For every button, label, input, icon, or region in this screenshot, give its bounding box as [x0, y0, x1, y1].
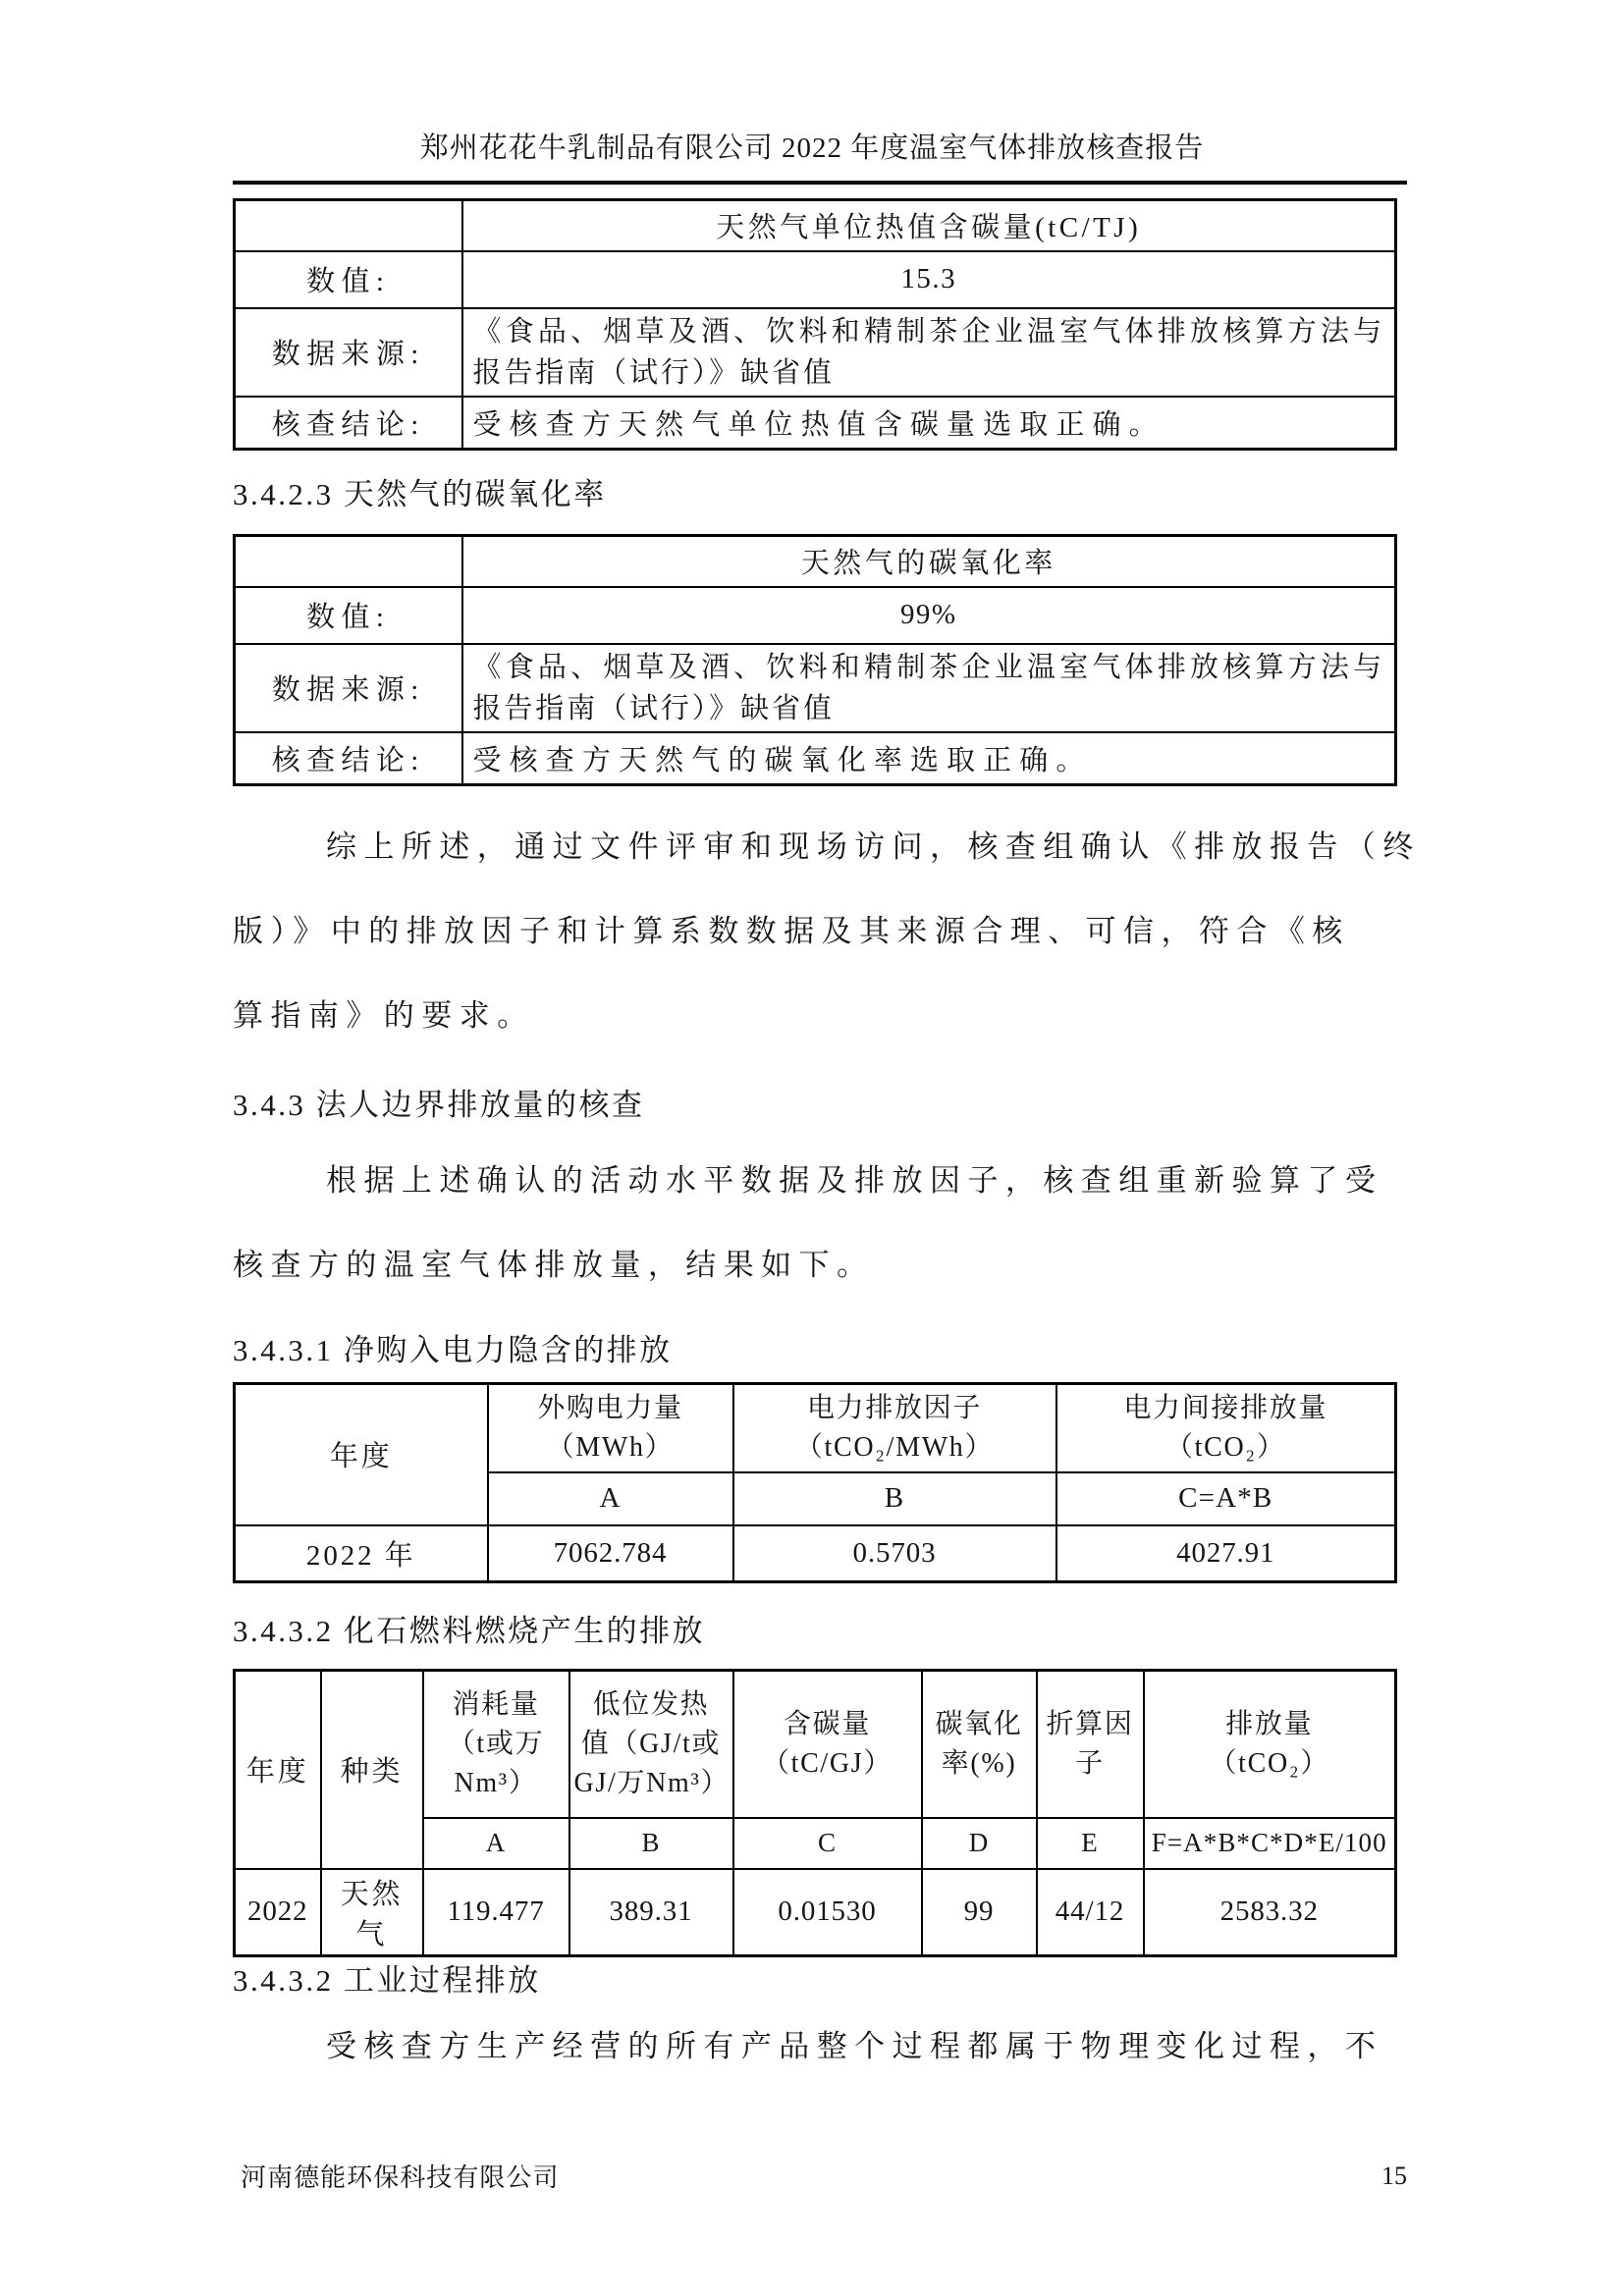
- col-header-line: 值（GJ/t或: [580, 1728, 722, 1759]
- col-header-line: （tCO₂）: [1209, 1747, 1330, 1779]
- section-heading-legal-boundary: 3.4.3 法人边界排放量的核查: [233, 1088, 645, 1122]
- conclusion-label: 核查结论:: [235, 397, 462, 450]
- formula-e: E: [1037, 1818, 1144, 1869]
- col-header-line: 子: [1075, 1747, 1105, 1779]
- col-header-line: 电力排放因子: [806, 1392, 983, 1423]
- page-number: 15: [1381, 2161, 1407, 2190]
- recalculation-paragraph: [233, 1139, 1397, 1308]
- fossil-fuel-emission-table: [233, 1669, 1397, 1957]
- electricity-emission-table: [233, 1382, 1397, 1583]
- oxidation-rate-table: [233, 534, 1397, 786]
- formula-c: C: [733, 1818, 922, 1869]
- table-row: [235, 644, 1396, 732]
- emission-amount-value: 2583.32: [1144, 1869, 1396, 1956]
- conclusion-cell: 受核查方天然气单位热值含碳量选取正确。: [462, 397, 1396, 450]
- col-header-line: 消耗量: [452, 1688, 540, 1720]
- data-row: [235, 1525, 1396, 1582]
- paragraph-line: 根据上述确认的活动水平数据及排放因子，核查组重新验算了受: [326, 1163, 1383, 1198]
- formula-a: A: [423, 1818, 569, 1869]
- footer-company-name: 河南德能环保科技有限公司: [241, 2163, 560, 2192]
- source-cell: [462, 308, 1396, 397]
- source-label: 数据来源:: [235, 644, 462, 732]
- col-header-line: （t或万: [447, 1728, 545, 1759]
- col-header-line: 低位发热: [592, 1688, 710, 1720]
- source-cell: [462, 644, 1396, 732]
- table-row: [235, 536, 1396, 587]
- table-row: [235, 200, 1396, 251]
- col-header-line: 率(%): [941, 1747, 1017, 1779]
- col-header-emission-factor: [733, 1384, 1056, 1472]
- consumption-value: 119.477: [423, 1869, 569, 1956]
- carbon-content-value: 0.01530: [733, 1869, 922, 1956]
- paragraph-line: 核查方的温室气体排放量，结果如下。: [233, 1248, 875, 1282]
- summary-paragraph: [233, 805, 1421, 1058]
- formula-c: C=A*B: [1056, 1472, 1396, 1525]
- table-row: [235, 251, 1396, 308]
- table-header-row: [235, 1671, 1396, 1818]
- value-label: 数值:: [235, 587, 462, 644]
- col-header-line: （tCO₂/MWh）: [794, 1431, 995, 1463]
- section-heading-electricity: 3.4.3.1 净购入电力隐含的排放: [233, 1333, 673, 1367]
- table-row: [235, 308, 1396, 397]
- source-line: 《食品、烟草及酒、饮料和精制茶企业温室气体排放核算方法与: [472, 651, 1384, 683]
- table-row: [235, 587, 1396, 644]
- conclusion-cell: 受核查方天然气的碳氧化率选取正确。: [462, 732, 1396, 785]
- formula-d: D: [922, 1818, 1037, 1869]
- year-header: 年度: [235, 1384, 488, 1525]
- col-header-line: Nm³）: [454, 1767, 538, 1798]
- col-header-line: 含碳量: [783, 1708, 872, 1739]
- paragraph-line: 算指南》的要求。: [233, 998, 535, 1033]
- col-header-line: GJ/万Nm³）: [573, 1767, 731, 1798]
- col-header-line: 折算因: [1046, 1708, 1134, 1739]
- formula-b: B: [733, 1472, 1056, 1525]
- heating-value: 389.31: [569, 1869, 733, 1956]
- type-header: 种类: [321, 1671, 423, 1869]
- carbon-content-table-title: 天然气单位热值含碳量(tC/TJ): [462, 200, 1396, 251]
- conversion-factor-value: 44/12: [1037, 1869, 1144, 1956]
- col-header-heating-value: [569, 1671, 733, 1818]
- value-cell: 15.3: [462, 251, 1396, 308]
- table-row: [235, 397, 1396, 450]
- section-heading-oxidation-rate: 3.4.2.3 天然气的碳氧化率: [233, 477, 607, 511]
- emission-factor-value: 0.5703: [733, 1525, 1056, 1582]
- year-cell: 2022: [235, 1869, 321, 1956]
- oxidation-rate-value: 99: [922, 1869, 1037, 1956]
- col-header-emission-amount: [1144, 1671, 1396, 1818]
- paragraph-line: 受核查方生产经营的所有产品整个过程都属于物理变化过程，不: [326, 2029, 1383, 2063]
- paragraph-line: 综上所述，通过文件评审和现场访问，核查组确认《排放报告（终: [326, 829, 1421, 864]
- col-header-consumption: [423, 1671, 569, 1818]
- table-row: [235, 732, 1396, 785]
- source-line: 报告指南（试行）》缺省值: [472, 692, 835, 724]
- year-cell: 2022 年: [235, 1525, 488, 1582]
- year-header: 年度: [235, 1671, 321, 1869]
- conclusion-label: 核查结论:: [235, 732, 462, 785]
- col-header-line: （tC/GJ）: [761, 1747, 893, 1779]
- page-footer: [233, 2158, 1407, 2194]
- source-line: 《食品、烟草及酒、饮料和精制茶企业温室气体排放核算方法与: [472, 315, 1384, 347]
- col-header-oxidation-rate: [922, 1671, 1037, 1818]
- data-row: [235, 1869, 1396, 1956]
- value-label: 数值:: [235, 251, 462, 308]
- fuel-type-cell: 天然气: [321, 1869, 423, 1956]
- col-header-line: 电力间接排放量: [1123, 1392, 1328, 1423]
- col-header-carbon-content: [733, 1671, 922, 1818]
- value-cell: 99%: [462, 587, 1396, 644]
- col-header-line: 排放量: [1225, 1708, 1314, 1739]
- paragraph-line: 版）》中的排放因子和计算系数数据及其来源合理、可信，符合《核: [233, 914, 1350, 948]
- empty-corner-cell: [235, 536, 462, 587]
- carbon-content-table: [233, 198, 1397, 451]
- oxidation-table-title: 天然气的碳氧化率: [462, 536, 1396, 587]
- industrial-process-paragraph: [233, 2012, 1397, 2081]
- col-header-purchased-electricity: [488, 1384, 733, 1472]
- header-rule: [233, 181, 1407, 185]
- col-header-line: （MWh）: [546, 1431, 675, 1463]
- formula-b: B: [569, 1818, 733, 1869]
- empty-corner-cell: [235, 200, 462, 251]
- source-label: 数据来源:: [235, 308, 462, 397]
- col-header-indirect-emission: [1056, 1384, 1396, 1472]
- col-header-line: 外购电力量: [537, 1392, 683, 1423]
- section-heading-industrial-process: 3.4.3.2 工业过程排放: [233, 1963, 541, 1998]
- section-heading-fossil-fuel: 3.4.3.2 化石燃料燃烧产生的排放: [233, 1614, 706, 1648]
- purchased-electricity-value: 7062.784: [488, 1525, 733, 1582]
- col-header-conversion-factor: [1037, 1671, 1144, 1818]
- source-line: 报告指南（试行）》缺省值: [472, 356, 835, 389]
- indirect-emission-value: 4027.91: [1056, 1525, 1396, 1582]
- formula-f: F=A*B*C*D*E/100: [1144, 1818, 1396, 1869]
- col-header-line: 碳氧化: [935, 1708, 1023, 1739]
- formula-a: A: [488, 1472, 733, 1525]
- table-header-row: [235, 1384, 1396, 1472]
- page-header-title: 郑州花花牛乳制品有限公司 2022 年度温室气体排放核查报告: [419, 133, 1205, 164]
- col-header-line: （tCO₂）: [1164, 1431, 1286, 1463]
